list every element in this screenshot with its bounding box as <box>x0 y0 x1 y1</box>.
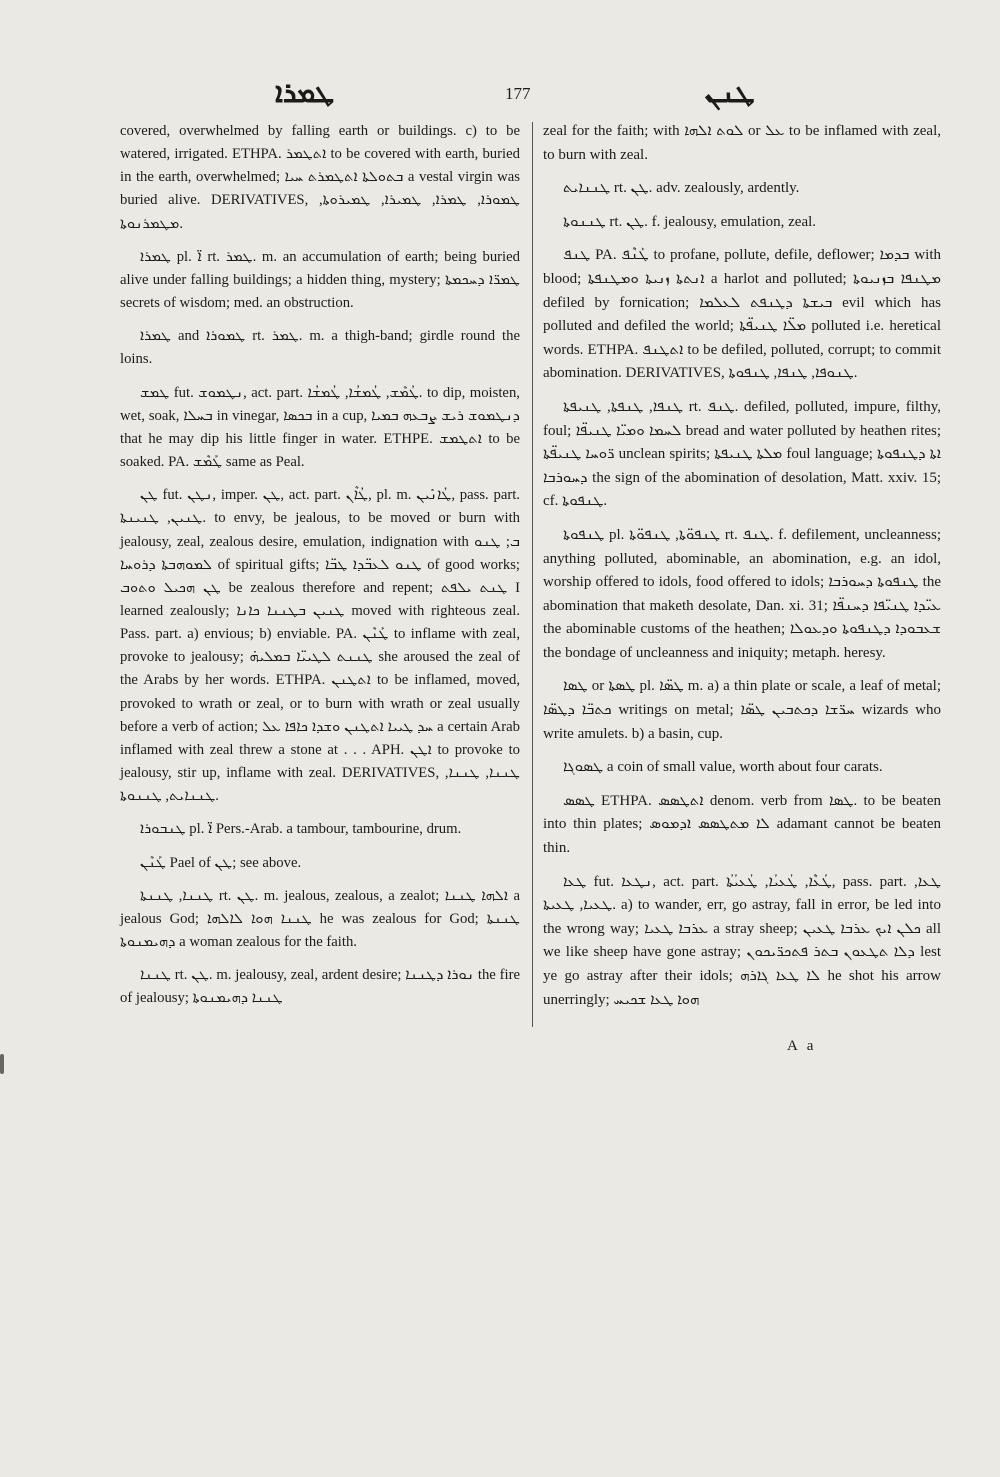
running-headword-right: ܛܢܢ <box>705 78 755 109</box>
left-column <box>120 120 520 1020</box>
entry-paragraph: ܛܣܣ ETHPA. ܐܬܛܣܣ denom. verb from ܛܣܐ. to be beaten into thin plates; ܠܐ ܡܬܛܣܣ ܐܕܡܘܣ adamant cannot be beaten thin. <box>543 792 942 857</box>
page-number: 177 <box>505 84 531 103</box>
signature-mark: A a <box>787 1038 817 1054</box>
entry-paragraph: ܛܢܢܐ rt. ܛܢ. m. jealousy, zeal, ardent desire; ܢܘܪܐ ܕܛܢܢܐ the fire of jealousy; ܛܢܢܐ ܕܗܝܡܢܘܬܐ <box>120 967 520 1007</box>
entry-paragraph: ܛܣܐ or ܛܣܬܐ pl. ܛܣ̈ܐ m. a) a thin plate or scale, a leaf of metal; ܟܬܒ̈ܐ ܕܛܣ̈ܐ writings on metal; ܚܪ̈ܫܐ ܕܟܬܒܝܢ ܛܣ̈ܐ wizards who write amulets. b) a basin, cup. <box>543 678 942 742</box>
entry-paragraph: covered, overwhelmed by falling earth or buildings. c) to be watered, irrigated. ETHPA. ܐܬܛܡܪ to be covered with earth, buried in the earth, overwhelmed; ܒܬܘܠܬܐ ܐܬܛܡܪܬ ܚܝܐ a vestal virgin was buried alive. DERIVATIVES, ܛܡܘܪܐ, ܛܡܪܐ, ܛܡܝܪܐ, ܛܡܝܪܘܬܐ, ܡܛܡܪܢܘܬܐ. <box>120 123 520 232</box>
page-header <box>0 78 1000 118</box>
entry-paragraph: ܛܣܘܓܐ a coin of small value, worth about four carats. <box>563 759 883 776</box>
entry-paragraph: ܛܢܒܘܪܐ pl. ܐ̈ Pers.-Arab. a tambour, tambourine, drum. <box>140 821 462 838</box>
right-column <box>543 120 941 1022</box>
entry-paragraph: ܛܥܐ fut. ܢܛܥܐ, act. part. ܛܳܥܶܐ, ܛܳܥܝܳܐ, ܛܳܥܝܳܬܳܐ, pass. part. ܛܥܐ, ܛܥܝܐ, ܛܥܝܬܐ. a) to wander, err, go astray, fall in error, be led into the wrong way; ܥܪܒܐ ܛܥܝܐ a stray sheep; ܟܠܢ ܐܝܟ ܥܪܒܐ ܛܥܝܢ all we like sheep have gone astray; ܕܠܐ ܬܛܥܘܢ ܒܬܪ ܦܬܟܪ̈ܝܟܘܢ lest ye go astray after their idols; ܠܐ ܛܥܐ ܓܐܪܗ he shot his arrow unerringly; ܗܘܐ ܛܥܐ ܫܟܝܚ <box>543 873 942 1008</box>
margin-smudge <box>0 1054 4 1074</box>
entry-paragraph: zeal for the faith; with ܠܘܬ ܐܠܗܐ or ܥܠ to be inflamed with zeal, to burn with zeal. <box>543 123 942 163</box>
entry-paragraph: ܛܢܢܐܝܬ rt. ܛܢ. adv. zealously, ardently. <box>563 180 800 197</box>
entry-paragraph: ܛܢܦܘܬܐ pl. ܛܢܦܘ̈ܬܐ, ܛܢܦܘ̈ܬܐ rt. ܛܢܦ. f. defilement, uncleanness; anything polluted, abominable, an abomination, e.g. an idol, worship offered to idols, food offered to idols; ܛܢܦܘܬܐ ܕܚܘܪܒܐ the abomination that maketh desolate, Dan. xi. 31; ܥܝ̈ܕܐ ܛܢܝ̈ܦܐ ܕܚܢܦ̈ܐ the abominable customs of the heathen; ܫܥܒܘܕܐ ܕܛܢܦܘܬܐ ܘܕܥܘܠܐ the bondage of uncleanness and iniquity; metaph. heresy. <box>543 526 942 661</box>
entry-paragraph: ܛܢܢܘܬܐ rt. ܛܢ. f. jealousy, emulation, zeal. <box>563 213 817 230</box>
running-headword-left: ܛܡܪܐ <box>275 78 335 109</box>
entry-paragraph: ܛܡܫ fut. ܢܛܡܘܫ, act. part. ܛܳܡܶܫ, ܛܳܡܫܳܐ, ܛܳܡܫܳܐ. to dip, moisten, wet, soak, ܒܚܠܐ in vinegar, ܒܟܣܐ in a cup, ܕܢܛܡܘܫ ܪܝܫ ܨܒܥܗ ܒܡܝܐ that he may dip his little finger in water. ETHPE. ܐܬܛܡܫ to be soaked. PA. ܛܰܡܶܫ same as Peal. <box>120 384 520 471</box>
entry-paragraph: ܛܢ fut. ܢܛܢ, imper. ܛܢ, act. part. ܛܳܐܶܢ, pl. m. ܛܳܐܢܺܝܢ, pass. part. ܛܢܝܢ, ܛܢܝܢܬܐ. to envy, be jealous, to be moved or burn with jealousy, zeal, zealous desire, emulation, indignation with ܒ; ܛܢܘ ܠܡܘܗܒܬܐ ܕܪܘܚܐ of spiritual gifts; ܛܢܘ ܠܥܒ̈ܕܐ ܛܒ̈ܐ of good works; ܛܢ ܗܟܝܠ ܘܬܘܒ be zealous therefore and repent; ܛܢܬ ܝܠܦܬ I learned zealously; ܛܢܝܢ ܒܛܢܢܐ ܟܐܢܐ moved with righteous zeal. Pass. part. a) envious; b) enviable. PA. ܛܰܢܶܢ to inflame with zeal, provoke to jealousy; ܛܢܢܬ ܠܛܝܝ̈ܐ ܒܡܠܝܗ̇ she aroused the zeal of the Arabs by her words. ETHPA. ܐܬܛܢܢ to be inflamed, moved, provoked to wrath or zeal, or to burn with wrath or zeal usually before a verb of action; ܚܕ ܛܝܝܐ ܐܬܛܢܢ ܘܫܕܐ ܟܐܦܐ ܥܠ a certain Arab inflamed with zeal threw a stone at . . . APH. ܐܛܢ to provoke to jealousy, stir up, inflame with zeal. DERIVATIVES, ܛܢܢܐ, ܛܢܢܐ, ܛܢܢܐܝܬ, ܛܢܢܘܬܐ. <box>120 487 520 805</box>
entry-paragraph: ܛܡܪܐ pl. ܐ̈ rt. ܛܡܪ. m. an accumulation of earth; being buried alive under falling buildings; a hidden thing, mystery; ܛܡܪ̈ܐ ܕܚܟܡܬܐ secrets of wisdom; med. an obstruction. <box>120 248 520 312</box>
entry-paragraph: ܛܢܦ PA. ܛܰܢܶܦ to profane, pollute, defile, deflower; ܒܕܡܐ with blood; ܐܢܬܬܐ ܙܢܝܬܐ ܘܡܛܢܦܬܐ a harlot and polluted; ܡܛܢܦܐ ܒܙܢܝܘܬܐ defiled by fornication; ܒܝܫܬܐ ܕܛܢܦܬ ܠܥܠܡܐ evil which has polluted and defiled the world; ܡܠ̈ܐ ܛܢܝܦ̈ܬܐ polluted i.e. heretical words. ETHPA. ܐܬܛܢܦ to be defiled, polluted, corrupt; to commit abomination. DERIVATIVES, ܛܢܘܦܐ, ܛܢܦܐ, ܛܢܦܘܬܐ. <box>543 247 941 382</box>
entry-paragraph: ܛܢܢܐ, ܛܢܢܬܐ rt. ܛܢ. m. jealous, zealous, a zealot; ܐܠܗܐ ܛܢܢܐ a jealous God; ܛܢܢܐ ܗܘܐ ܠܐܠܗܐ he was zealous for God; ܛܢܢܬܐ ܕܗܝܡܢܘܬܐ a woman zealous for the faith. <box>120 887 520 950</box>
column-divider <box>532 122 533 1027</box>
entry-paragraph: ܛܢܦܐ, ܛܢܦܬܐ, ܛܢܝܦܬܐ rt. ܛܢܦ. defiled, polluted, impure, filthy, foul; ܠܚܡܐ ܘܡܝ̈ܐ ܛܢܝܦ̈ܐ bread and water polluted by heathen rites; ܪ̈ܘܚܐ ܛܢܝܦ̈ܬܐ unclean spirits; ܡܠܬܐ ܛܢܝܦܬܐ foul language; ܐܬܐ ܕܛܢܦܘܬܐ ܕܚܘܪܒܐ the sign of the abomination of desolation, Matt. xxiv. 15; cf. ܛܢܦܘܬܐ. <box>543 398 942 510</box>
entry-paragraph: ܛܰܢܶܢ Pael of ܛܢ; see above. <box>140 854 302 871</box>
entry-paragraph: ܛܡܪܐ and ܛܡܘܪܐ rt. ܛܡܪ. m. a thigh-band; girdle round the loins. <box>120 328 520 368</box>
